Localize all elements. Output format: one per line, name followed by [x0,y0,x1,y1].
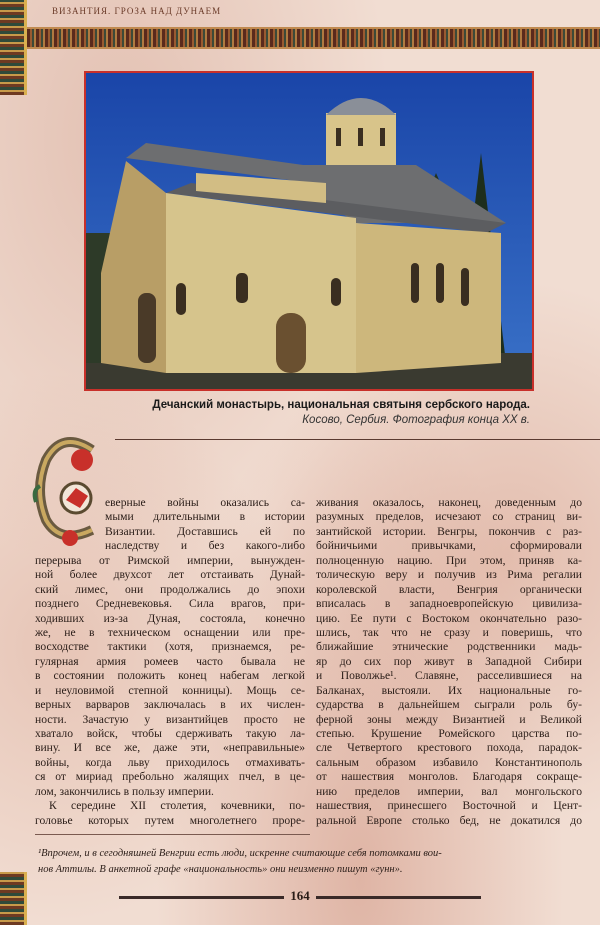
text-line: верных варваров заключалась в их числен- [35,698,305,712]
text-line: ходивших из-за Дуная, состояла, конечно [35,611,305,625]
text-line: перерыва от Римской империи, вынужден- [35,553,305,567]
text-line: Византии. Доставшись ей по [105,524,305,538]
text-line: нию пределов империи, вал монгольского [316,784,582,798]
text-line: сле Четвертого крестового похода, парадок- [316,741,582,755]
text-line: ся от мириад пребольно жалящих пчел, в це- [35,770,305,784]
text-line: сальным образом избавило Константинополь [316,755,582,769]
text-line: ной более двухсот лет отстаивать Дунай- [35,568,305,582]
text-line: вписалась в западноевропейскую цивилиза- [316,597,582,611]
text-line: гулярная армия ромеев часто бывала не [35,654,305,668]
text-line: восходстве тактики (хотя, признаемся, ре- [35,640,305,654]
text-line: шлись, так что не сразу и поверишь, что [316,625,582,639]
page-number-bar [0,888,600,904]
text-line: степью. Крушение Ромейского царства по- [316,727,582,740]
text-line: и неуловимой степной конницы). Мощь се- [35,683,305,697]
text-line: разумных пределов, исчезают со страниц ви- [316,510,582,524]
monastery-photo [84,71,534,391]
text-line: войны, когда льву приходилось отмахивать- [35,755,305,769]
footnote-line: ¹Впрочем, и в сегодняшней Венгрии есть люди, искренне считающие себя потомками вои- [38,848,442,859]
text-line: ральной Европе столько бед, не докатился до [316,813,582,827]
ornamental-band [27,27,600,49]
text-line: живания оказалось, наконец, доведенным до [316,496,582,509]
text-line: ближайшие этнические родственники мадь- [316,640,582,654]
footnote-rule [35,834,310,835]
caption-title: Дечанский монастырь, национальная святыня сербского народа. [152,399,530,411]
text-line: ности. Зачастую у византийцев просто не [35,712,305,726]
text-line: от нашествия монголов. Благодаря сокраще- [316,770,582,784]
text-line: и Поволжье¹. Славяне, расселившиеся на [316,669,582,683]
text-line: лом, закончились в пользу империи. [35,784,214,798]
text-line: королевской власти, Венгрия органически [316,582,582,596]
text-line: же, не в техническом оснащении или пре- [35,625,305,639]
text-line: позднего Средневековья. Сила врагов, при- [35,597,305,611]
text-line: еверные войны оказались са- [105,496,305,509]
text-line: нашествия, принесшего Восточной и Цент- [316,799,582,813]
page-rule-right [316,896,481,899]
text-line: вину. И все же, даже эти, «неправильные» [35,741,305,755]
running-head: ВИЗАНТИЯ. ГРОЗА НАД ДУНАЕМ [52,6,222,16]
text-line: яр до сих пор живут в Западной Сибири [316,654,582,668]
text-line: толическую веру и получив из Рима регалии [316,568,582,582]
ornament-left-top [0,0,27,95]
text-line: хватало войск, чтобы сдерживать такую ла- [35,727,305,740]
divider-rule [115,439,600,440]
photo-caption [152,398,530,428]
page-rule-left [119,896,284,899]
text-line: головье которых путем многолетнего проре- [35,813,305,827]
right-column [316,496,582,828]
left-column [35,496,305,828]
text-line: К середине XII столетия, кочевники, по- [49,799,305,813]
footnote [38,846,583,878]
text-line: цию. Ее пути с Востоком окончательно разо- [316,611,582,625]
text-line: бойничьими привычками, сформировали [316,539,582,553]
text-line: наследству и без какого-либо [105,539,305,553]
text-line: ферной зоны между Византией и Великой [316,712,582,726]
caption-subtitle: Косово, Сербия. Фотография конца XX в. [302,414,530,426]
text-line: в состоянии положить конец набегам легкой [35,669,305,683]
text-line: ский лимес, они продолжались до эпохи [35,582,305,596]
text-line: Балканах, выстояли. Их национальные го- [316,683,582,697]
text-line: сударства в дальнейшем сыграли роль бу- [316,698,582,712]
footnote-line: нов Аттилы. В анкетной графе «национальность» они неизменно пишут «гунн». [38,864,403,875]
text-line: полноценную нацию. При этом, приняв ка- [316,553,582,567]
text-line: мыми длительными в истории [105,510,305,524]
text-line: зантийской истории. Венгры, покончив с раз- [316,524,582,538]
page-number: 164 [290,888,310,903]
